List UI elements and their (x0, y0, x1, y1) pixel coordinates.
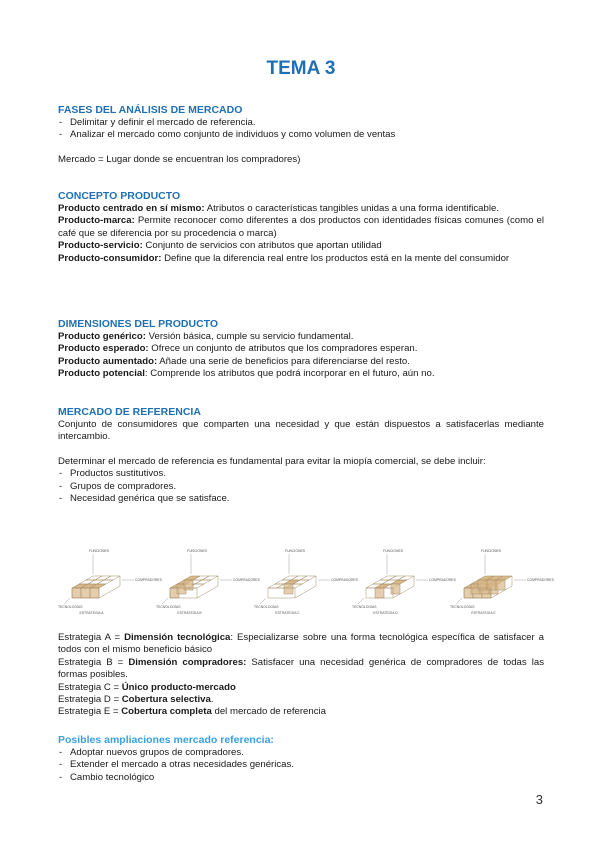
cube-cell (184, 576, 200, 580)
cube-cell (195, 580, 211, 584)
axis-label-funciones: FUNCIONES (285, 549, 305, 553)
cube-cell (389, 576, 405, 580)
page-title: TEMA 3 (266, 58, 336, 79)
list-item: - Delimitar y definir el mercado de referencia. (58, 117, 544, 129)
section-fases (58, 104, 544, 166)
axis-label-compradores: COMPRADORES (331, 578, 358, 582)
axis-tecnologias (358, 598, 364, 604)
cube-cell-side (81, 588, 90, 598)
list-item: - Grupos de compradores. (58, 481, 544, 493)
cube-cell (284, 580, 300, 584)
axis-label-tecnologias: TECNOLOGÍAS (156, 605, 181, 609)
concepto-row: Producto-servicio: Conjunto de servicios con atributos que aportan utilidad (58, 240, 382, 252)
cube-cell (391, 580, 407, 584)
axis-label-compradores: COMPRADORES (527, 578, 554, 582)
axis-label-compradores: COMPRADORES (429, 578, 456, 582)
cube-cell-side (375, 588, 384, 598)
section-referencia (58, 406, 544, 505)
cube-cell (373, 580, 389, 584)
cube-side (295, 576, 316, 598)
cube-cell (398, 576, 414, 580)
cube-cell (282, 576, 298, 580)
strategy-label: ESTRATEGIA C (275, 611, 300, 615)
cube-cell (86, 576, 102, 580)
term: Producto centrado en sí mismo: (58, 203, 205, 214)
estrategia-row: Estrategia D = Cobertura selectiva. (58, 694, 214, 706)
axis-label-funciones: FUNCIONES (383, 549, 403, 553)
fases-heading: FASES DEL ANÁLISIS DE MERCADO (58, 104, 243, 116)
strategy-label: ESTRATEGIA A (79, 611, 104, 615)
concepto-row: Producto centrado en sí mismo: Atributos o características tangibles unidas a una forma identificable. (58, 203, 499, 214)
dimension-row: Producto esperado: Ofrece un conjunto de atributos que los compradores esperan. (58, 343, 418, 355)
list-item: - Productos sustitutivos. (58, 468, 544, 480)
cube-cell-side (184, 580, 193, 590)
page-number: 3 (535, 792, 543, 807)
cube-cell (300, 576, 316, 580)
dimension-row: Producto genérico: Versión básica, cumple su servicio fundamental. (58, 331, 354, 342)
cube-cell-side (72, 588, 81, 598)
cube-cell-side (496, 580, 505, 590)
strategy-cube (162, 554, 232, 604)
concepto-row: Producto-consumidor: Define que la diferencia real entre los productos está en la mente del consumidor (58, 252, 510, 264)
strategy-label: ESTRATEGIA E (471, 611, 496, 615)
term: Producto-servicio: (58, 240, 143, 252)
section-estrategias (58, 632, 544, 719)
list-item: - Analizar el mercado como conjunto de individuos y como volumen de ventas (58, 129, 544, 141)
estrategia-row: Estrategia B = Dimensión compradores: Satisfacer una necesidad genérica de compradores de todas las formas posibles. (58, 656, 544, 681)
cube-cell-side (487, 580, 496, 590)
strategy-cube (358, 554, 428, 604)
axis-tecnologias (64, 598, 70, 604)
section-posibles (58, 734, 544, 784)
cube-cell (380, 576, 396, 580)
axis-label-tecnologias: TECNOLOGÍAS (450, 605, 475, 609)
axis-label-tecnologias: TECNOLOGÍAS (352, 605, 377, 609)
cube-side (197, 576, 218, 598)
cube-cell (202, 576, 218, 580)
cube-cell (79, 580, 95, 584)
cube-cell (104, 576, 120, 580)
list-item: - Necesidad genérica que se satisface. (58, 493, 544, 505)
concepto-row: Producto-marca: Permite reconocer como diferentes a dos productos con identidades físicas comunes (como el café que se diferencia por su procedencia o marca) (58, 215, 544, 239)
cube-cell-side (90, 588, 99, 598)
strategy-cube (260, 554, 330, 604)
strategy-cube (64, 554, 134, 604)
axis-label-compradores: COMPRADORES (135, 578, 162, 582)
axis-tecnologias (162, 598, 168, 604)
axis-label-funciones: FUNCIONES (187, 549, 207, 553)
cube-cell (375, 584, 391, 588)
referencia-p1: Conjunto de consumidores que comparten una necesidad y que están dispuestos a satisfacerlas mediante intercambio. (58, 419, 544, 443)
dimensiones-heading: DIMENSIONES DEL PRODUCTO (58, 318, 219, 330)
strategy-cubes-figure (58, 548, 554, 626)
cube-cell (291, 576, 307, 580)
axis-label-funciones: FUNCIONES (89, 549, 109, 553)
mercado-definition: Mercado = Lugar donde se encuentran los compradores) (58, 153, 301, 165)
cube-side (99, 576, 120, 598)
cube-cell-side (478, 580, 487, 590)
strategy-label: ESTRATEGIA D (373, 611, 398, 615)
axis-label-tecnologias: TECNOLOGÍAS (58, 605, 83, 609)
referencia-heading: MERCADO DE REFERENCIA (58, 406, 201, 418)
concepto-heading: CONCEPTO PRODUCTO (58, 190, 181, 202)
section-concepto (58, 190, 544, 265)
list-item: - Extender el mercado a otras necesidades genéricas. (58, 759, 544, 771)
axis-tecnologias (260, 598, 266, 604)
estrategia-row: Estrategia A = Dimensión tecnológica: Especializarse sobre una forma tecnológica específica de satisfacer a todos con el mismo beneficio básico (58, 632, 544, 656)
cube-cell-side (391, 584, 400, 594)
dimension-row: Producto potencial: Comprende los atributos que podrá incorporar en el futuro, aún no. (58, 368, 435, 380)
axis-label-funciones: FUNCIONES (481, 549, 501, 553)
cube-cell-side (284, 584, 293, 594)
axis-label-compradores: COMPRADORES (233, 578, 260, 582)
section-dimensiones (58, 318, 544, 381)
strategy-cube (456, 554, 526, 604)
strategy-label: ESTRATEGIA B (177, 611, 202, 615)
cube-cell (97, 580, 113, 584)
term: Producto-marca: (58, 215, 135, 227)
list-item: - Cambio tecnológico (58, 772, 544, 784)
cube-cell (88, 580, 104, 584)
list-item: - Adoptar nuevos grupos de compradores. (58, 747, 544, 759)
estrategia-row: Estrategia C = Único producto-mercado (58, 681, 236, 693)
posibles-heading: Posibles ampliaciones mercado referencia: (58, 734, 274, 746)
estrategia-row: Estrategia E = Cobertura completa del mercado de referencia (58, 706, 326, 718)
cube-cell (95, 576, 111, 580)
dimension-row: Producto aumentado: Añade una serie de beneficios para diferenciarse del resto. (58, 355, 410, 367)
axis-tecnologias (456, 598, 462, 604)
axis-label-tecnologias: TECNOLOGÍAS (254, 605, 279, 609)
cube-cell (268, 584, 284, 588)
term: Producto-consumidor: (58, 252, 162, 264)
referencia-p2: Determinar el mercado de referencia es fundamental para evitar la miopía comercial, se debe incluir: (58, 455, 486, 467)
